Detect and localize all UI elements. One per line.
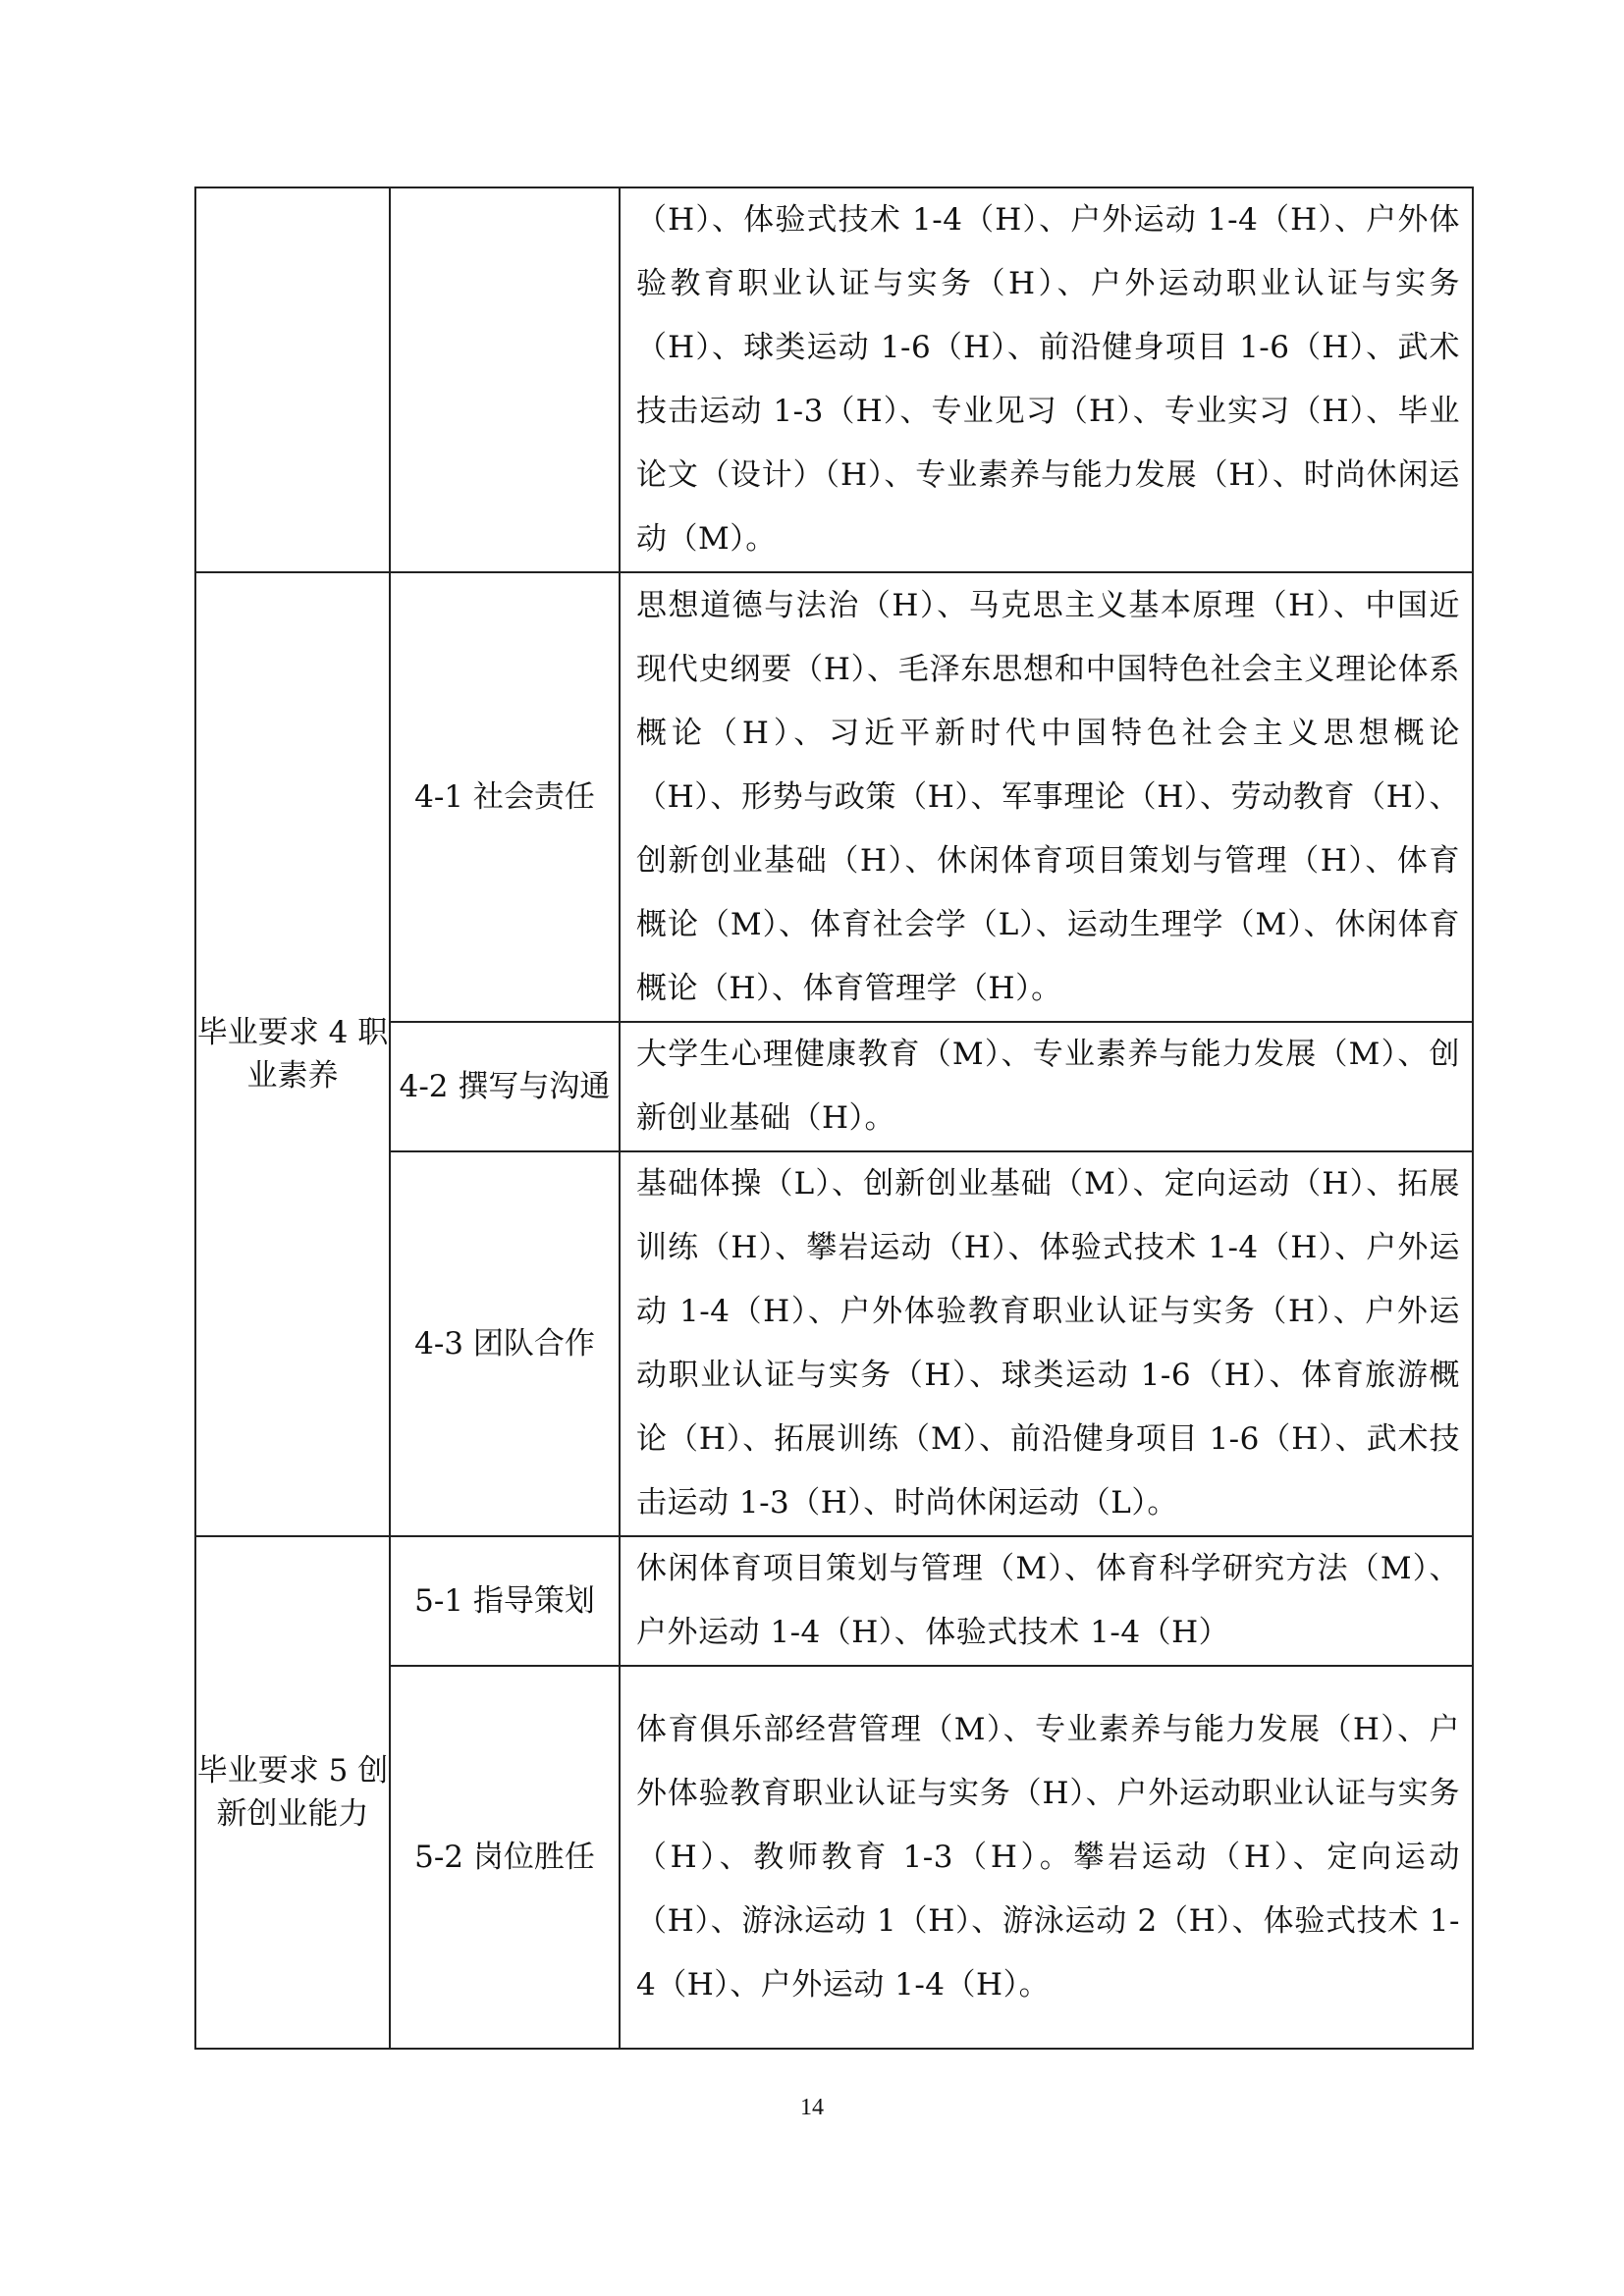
requirement-cell: 毕业要求 4 职业素养 (195, 572, 390, 1536)
courses-cell: 体育俱乐部经营管理（M）、专业素养与能力发展（H）、户外体验教育职业认证与实务（H）、户外运动职业认证与实务（H）、教师教育 1-3（H）。攀岩运动（H）、定向运动（H）、游泳运动 1（H）、游泳运动 2（H）、体验式技术 1-4（H）、户外运动 1-4（H）。 (620, 1666, 1473, 2049)
requirement-cell: 毕业要求 5 创新创业能力 (195, 1536, 390, 2049)
indicator-cell: 4-2 撰写与沟通 (390, 1022, 620, 1151)
page-number: 14 (800, 2095, 824, 2120)
table-row (195, 187, 1473, 572)
table-row (195, 1536, 1473, 1666)
indicator-cell: 4-1 社会责任 (390, 572, 620, 1022)
indicator-cell: 5-1 指导策划 (390, 1536, 620, 1666)
indicator-cell: 4-3 团队合作 (390, 1151, 620, 1536)
courses-cell: 休闲体育项目策划与管理（M）、体育科学研究方法（M）、户外运动 1-4（H）、体验式技术 1-4（H） (620, 1536, 1473, 1666)
table-row (195, 572, 1473, 1022)
courses-cell: （H）、体验式技术 1-4（H）、户外运动 1-4（H）、户外体验教育职业认证与实务（H）、户外运动职业认证与实务（H）、球类运动 1-6（H）、前沿健身项目 1-6（H）、武术技击运动 1-3（H）、专业见习（H）、专业实习（H）、毕业论文（设计）（H）、专业素养与能力发展（H）、时尚休闲运动（M）。 (620, 187, 1473, 572)
courses-cell: 大学生心理健康教育（M）、专业素养与能力发展（M）、创新创业基础（H）。 (620, 1022, 1473, 1151)
indicator-cell: 5-2 岗位胜任 (390, 1666, 620, 2049)
requirement-cell (195, 187, 390, 572)
graduation-requirements-table (194, 187, 1474, 2050)
indicator-cell (390, 187, 620, 572)
courses-cell: 思想道德与法治（H）、马克思主义基本原理（H）、中国近现代史纲要（H）、毛泽东思想和中国特色社会主义理论体系概论（H）、习近平新时代中国特色社会主义思想概论（H）、形势与政策（H）、军事理论（H）、劳动教育（H）、创新创业基础（H）、休闲体育项目策划与管理（H）、体育概论（M）、体育社会学（L）、运动生理学（M）、休闲体育概论（H）、体育管理学（H）。 (620, 572, 1473, 1022)
courses-cell: 基础体操（L）、创新创业基础（M）、定向运动（H）、拓展训练（H）、攀岩运动（H）、体验式技术 1-4（H）、户外运动 1-4（H）、户外体验教育职业认证与实务（H）、户外运动职业认证与实务（H）、球类运动 1-6（H）、体育旅游概论（H）、拓展训练（M）、前沿健身项目 1-6（H）、武术技击运动 1-3（H）、时尚休闲运动（L）。 (620, 1151, 1473, 1536)
